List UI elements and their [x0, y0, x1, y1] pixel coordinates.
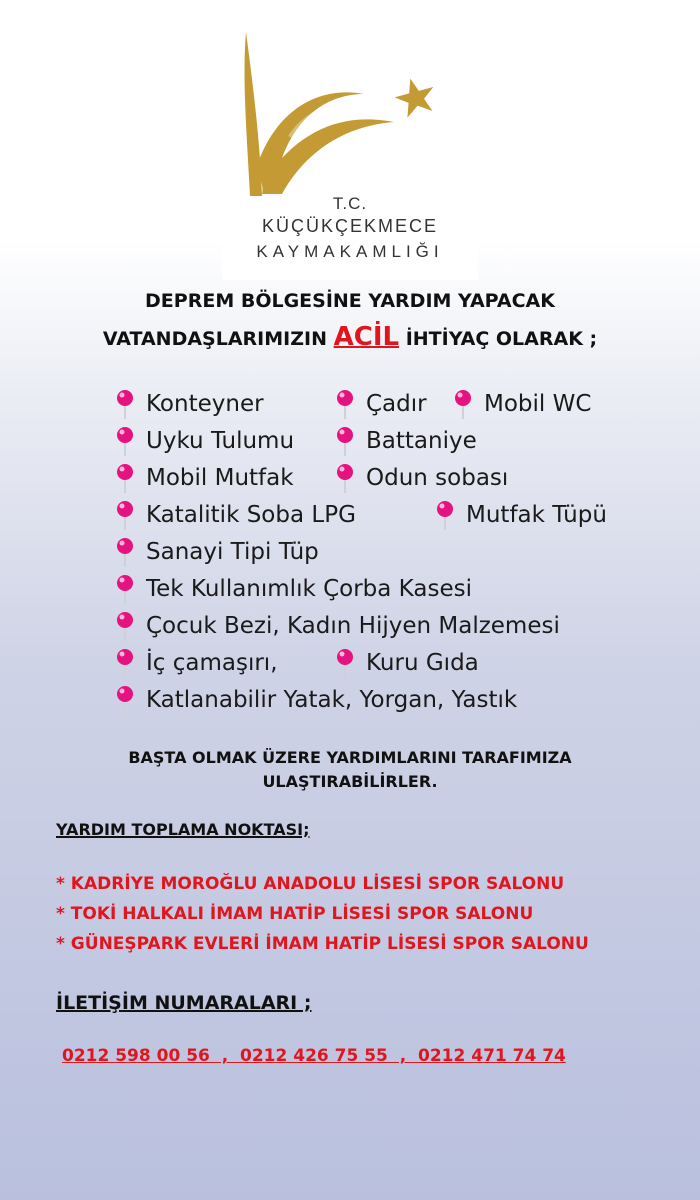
need-item	[334, 647, 479, 679]
pin-icon	[114, 647, 136, 679]
need-item	[114, 425, 294, 457]
need-item	[334, 462, 508, 494]
heading-acil: ACİL	[333, 322, 400, 352]
logo-office: KAYMAKAMLIĞI	[256, 242, 444, 261]
collection-location: * GÜNEŞPARK EVLERİ İMAM HATİP LİSESİ SPOR SALONU	[56, 934, 589, 954]
need-item	[452, 388, 591, 420]
pin-icon	[114, 536, 136, 568]
need-item-label: Battaniye	[366, 428, 477, 454]
need-item-label: Uyku Tulumu	[146, 428, 295, 454]
need-item-label: Mobil Mutfak	[146, 465, 294, 491]
need-item	[114, 684, 517, 716]
pin-icon	[452, 388, 474, 420]
heading-line1: DEPREM BÖLGESİNE YARDIM YAPACAK	[145, 290, 555, 312]
logo	[222, 18, 478, 280]
pin-icon	[114, 684, 136, 716]
need-item	[114, 573, 472, 605]
collection-title: YARDIM TOPLAMA NOKTASI;	[56, 820, 310, 839]
pin-icon	[334, 425, 356, 457]
pin-icon	[434, 499, 456, 531]
need-item	[334, 425, 477, 457]
pin-icon	[114, 425, 136, 457]
pin-icon	[114, 462, 136, 494]
closing-line2: ULAŞTIRABİLİRLER.	[262, 772, 438, 791]
need-item-label: Konteyner	[146, 391, 264, 417]
need-item	[114, 610, 560, 642]
closing-line1: BAŞTA OLMAK ÜZERE YARDIMLARINI TARAFIMIZA	[128, 748, 572, 767]
need-item-label: Kuru Gıda	[366, 650, 479, 676]
collection-location: * TOKİ HALKALI İMAM HATİP LİSESİ SPOR SALONU	[56, 904, 534, 924]
need-item-label: İç çamaşırı,	[146, 650, 278, 676]
need-item	[334, 388, 427, 420]
logo-district: KÜÇÜKÇEKMECE	[261, 216, 439, 236]
need-item-label: Tek Kullanımlık Çorba Kasesi	[146, 576, 472, 602]
need-item	[114, 536, 319, 568]
need-item-label: Çocuk Bezi, Kadın Hijyen Malzemesi	[146, 613, 560, 639]
pin-icon	[114, 610, 136, 642]
need-item-label: Katalitik Soba LPG	[146, 502, 356, 528]
contact-title: İLETİŞİM NUMARALARI ;	[56, 992, 312, 1014]
need-item-label: Katlanabilir Yatak, Yorgan, Yastık	[146, 687, 518, 713]
need-item	[114, 388, 264, 420]
need-item-label: Sanayi Tipi Tüp	[146, 539, 319, 565]
logo-tc: T.C.	[332, 194, 368, 213]
pin-icon	[334, 388, 356, 420]
pin-icon	[114, 388, 136, 420]
crescent-star-logo-icon	[222, 18, 478, 198]
phone-numbers: 0212 598 00 56 , 0212 426 75 55 , 0212 471 74 74	[62, 1046, 566, 1066]
heading-line2-pre: VATANDAŞLARIMIZIN	[102, 328, 327, 350]
need-item-label: Mutfak Tüpü	[466, 502, 607, 528]
need-item	[114, 647, 278, 679]
need-item-label: Çadır	[366, 391, 427, 417]
need-item	[434, 499, 607, 531]
heading-line2-post: İHTİYAÇ OLARAK ;	[405, 328, 598, 350]
collection-location: * KADRİYE MOROĞLU ANADOLU LİSESİ SPOR SALONU	[56, 874, 565, 894]
need-item-label: Odun sobası	[366, 465, 509, 491]
pin-icon	[334, 647, 356, 679]
pin-icon	[114, 573, 136, 605]
need-item	[114, 462, 294, 494]
heading-line2	[0, 322, 700, 352]
pin-icon	[114, 499, 136, 531]
pin-icon	[334, 462, 356, 494]
need-item	[114, 499, 356, 531]
need-item-label: Mobil WC	[484, 391, 592, 417]
